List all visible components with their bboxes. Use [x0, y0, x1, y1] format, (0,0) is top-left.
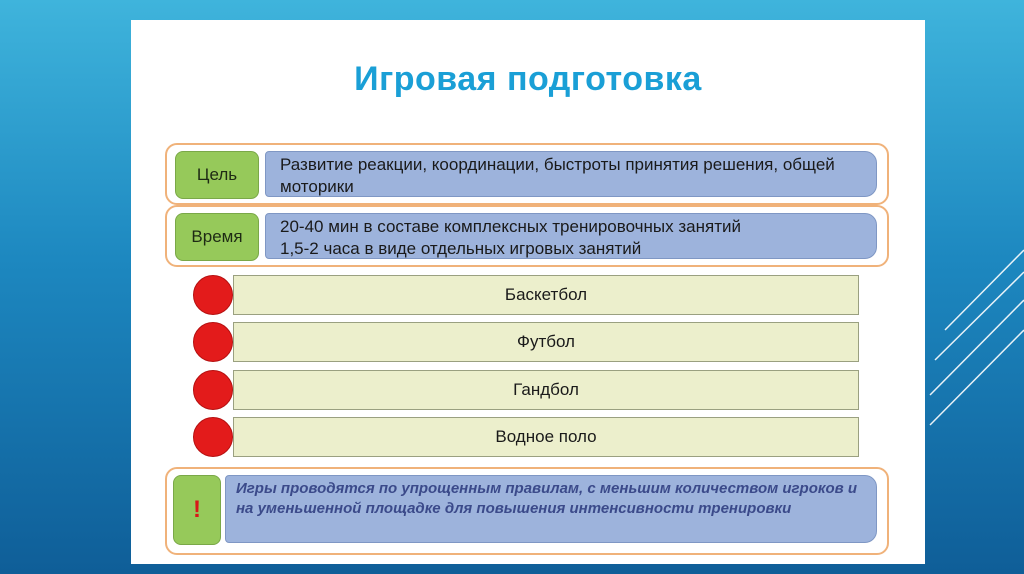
- time-text: [265, 213, 877, 259]
- note-block: [165, 467, 889, 555]
- time-line-2: 1,5-2 часа в виде отдельных игровых занятий: [280, 239, 642, 258]
- slide-title: Игровая подготовка: [354, 60, 702, 98]
- goal-label: Цель: [175, 151, 259, 199]
- time-block: [165, 205, 889, 267]
- slide-content: [131, 20, 925, 564]
- time-line-1: 20-40 мин в составе комплексных тренировочных занятий: [280, 217, 741, 236]
- sport-item-water-polo: Водное поло: [233, 417, 859, 457]
- red-bullet-icon: [193, 275, 233, 315]
- sport-item-football: Футбол: [233, 322, 859, 362]
- goal-text: Развитие реакции, координации, быстроты принятия решения, общей моторики: [265, 151, 877, 197]
- goal-block: [165, 143, 889, 205]
- time-label: Время: [175, 213, 259, 261]
- red-bullet-icon: [193, 370, 233, 410]
- red-bullet-icon: [193, 322, 233, 362]
- exclamation-icon: !: [173, 475, 221, 545]
- sport-item-handball: Гандбол: [233, 370, 859, 410]
- sport-item-basketball: Баскетбол: [233, 275, 859, 315]
- note-text: Игры проводятся по упрощенным правилам, с меньшим количеством игроков и на уменьшенной площадке для повышения интенсивности тренировки: [225, 475, 877, 543]
- red-bullet-icon: [193, 417, 233, 457]
